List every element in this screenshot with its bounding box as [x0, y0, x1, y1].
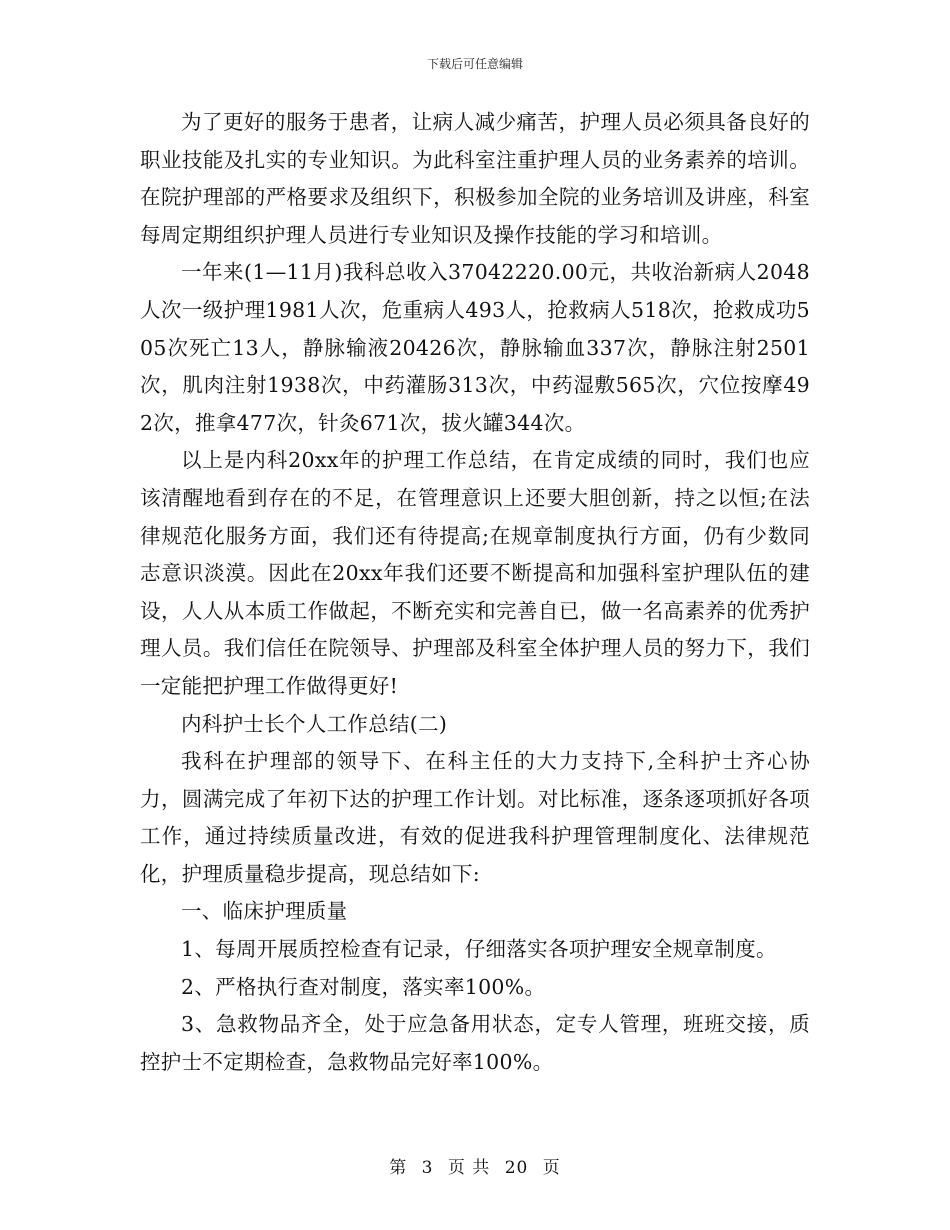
- document-body: [140, 104, 810, 1081]
- header-note: 下载后可任意编辑: [426, 57, 523, 71]
- paragraph: 我科在护理部的领导下、在科主任的大力支持下,全科护士齐心协力，圆满完成了年初下达的护理工作计划。对比标准，逐条逐项抓好各项工作，通过持续质量改进，有效的促进我科护理管理制度化、法律规范化，护理质量稳步提高，现总结如下:: [140, 749, 810, 886]
- section-heading: 内科护士长个人工作总结(二): [181, 711, 448, 736]
- list-item: 3、急救物品齐全，处于应急备用状态，定专人管理，班班交接，质控护士不定期检查，急救物品完好率100%。: [140, 1012, 810, 1074]
- list-item: 1、每周开展质控检查有记录，仔细落实各项护理安全规章制度。: [181, 937, 777, 962]
- paragraph: 一年来(1—11月)我科总收入37042220.00元，共收治新病人2048人次一级护理1981人次，危重病人493人，抢救病人518次，抢救成功505次死亡13人，静脉输液20426次，静脉输血337次，静脉注射2501次，肌肉注射1938次，中药灌肠313次，中药湿敷565次，穴位按摩492次，推拿477次，针灸671次，拔火罐344次。: [140, 260, 810, 435]
- footer-suffix: 页: [542, 1158, 561, 1178]
- footer-middle: 页 共: [447, 1158, 491, 1178]
- current-page-number: 3: [421, 1158, 434, 1178]
- paragraph: 以上是内科20xx年的护理工作总结，在肯定成绩的同时，我们也应该清醒地看到存在的不足，在管理意识上还要大胆创新，持之以恒;在法律规范化服务方面，我们还有待提高;在规章制度执行方面，仍有少数同志意识淡漠。因此在20xx年我们还要不断提高和加强科室护理队伍的建设，人人从本质工作做起，不断充实和完善自已，做一名高素养的优秀护理人员。我们信任在院领导、护理部及科室全体护理人员的努力下，我们一定能把护理工作做得更好!: [140, 448, 810, 698]
- page-footer: [0, 1153, 950, 1178]
- paragraph: 为了更好的服务于患者，让病人减少痛苦，护理人员必须具备良好的职业技能及扎实的专业知识。为此科室注重护理人员的业务素养的培训。在院护理部的严格要求及组织下，积极参加全院的业务培训及讲座，科室每周定期组织护理人员进行专业知识及操作技能的学习和培训。: [140, 110, 810, 247]
- list-item: 2、严格执行查对制度，落实率100%。: [181, 974, 546, 999]
- total-pages-number: 20: [504, 1158, 529, 1178]
- footer-prefix: 第: [389, 1158, 408, 1178]
- section-heading: 一、临床护理质量: [181, 899, 348, 924]
